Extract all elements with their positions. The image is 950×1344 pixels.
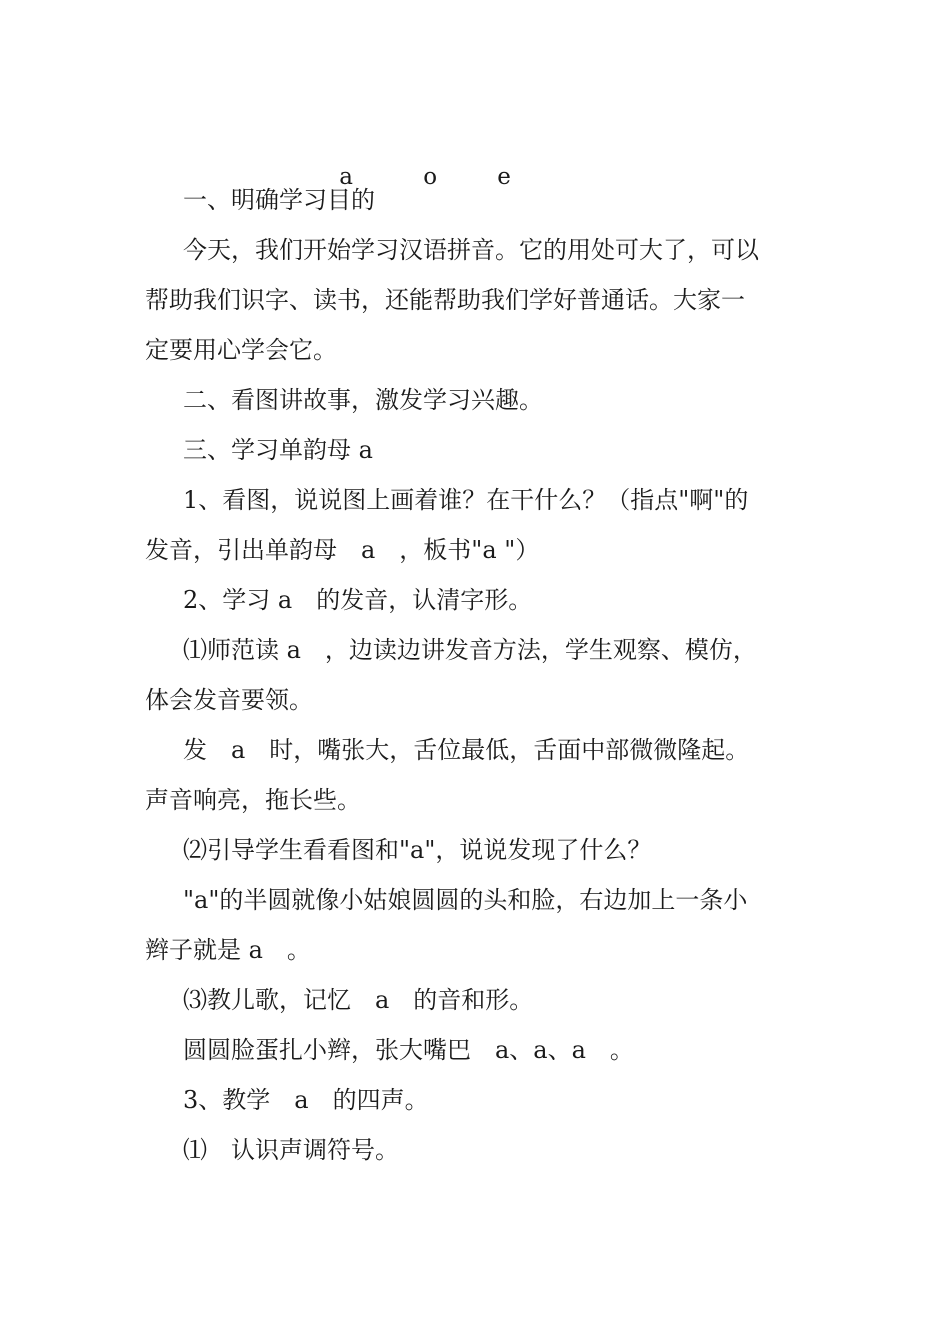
section-heading-2: 二、看图讲故事，激发学习兴趣。 [183,386,543,414]
paragraph-line: 2、学习 a 的发音，认清字形。 [183,586,533,614]
paragraph-line: ⑵引导学生看看图和"a"，说说发现了什么？ [183,836,652,864]
paragraph-line: 体会发音要领。 [145,686,313,714]
paragraph-line: 发音，引出单韵母 a ，板书"a "） [145,536,540,564]
paragraph-line: 圆圆脸蛋扎小辫，张大嘴巴 a、a、a 。 [183,1036,634,1064]
section-heading-3: 三、学习单韵母 a [183,436,373,464]
paragraph-line: 帮助我们识字、读书，还能帮助我们学好普通话。大家一 [145,286,745,314]
section-heading-1: 一、明确学习目的 [183,186,375,214]
paragraph-line: "a"的半圆就像小姑娘圆圆的头和脸，右边加上一条小 [183,886,748,914]
paragraph-line: 发 a 时，嘴张大，舌位最低，舌面中部微微隆起。 [183,736,750,764]
paragraph-line: ⑴ 认识声调符号。 [183,1136,399,1164]
paragraph-line: 辫子就是 a 。 [145,936,311,964]
paragraph-line: 3、教学 a 的四声。 [183,1086,429,1114]
title-letter-o: o [423,164,438,190]
title-letter-e: e [497,164,511,190]
paragraph-line: 1、看图，说说图上画着谁？在干什么？（指点"啊"的 [183,486,749,514]
paragraph-line: ⑶教儿歌，记忆 a 的音和形。 [183,986,534,1014]
paragraph-line: 声音响亮，拖长些。 [145,786,361,814]
paragraph-line: 定要用心学会它。 [145,336,337,364]
paragraph-line: 今天，我们开始学习汉语拼音。它的用处可大了，可以 [183,236,759,264]
paragraph-line: ⑴师范读 a ，边读边讲发音方法，学生观察、模仿， [183,636,757,664]
title-letter-a: a [339,164,353,190]
